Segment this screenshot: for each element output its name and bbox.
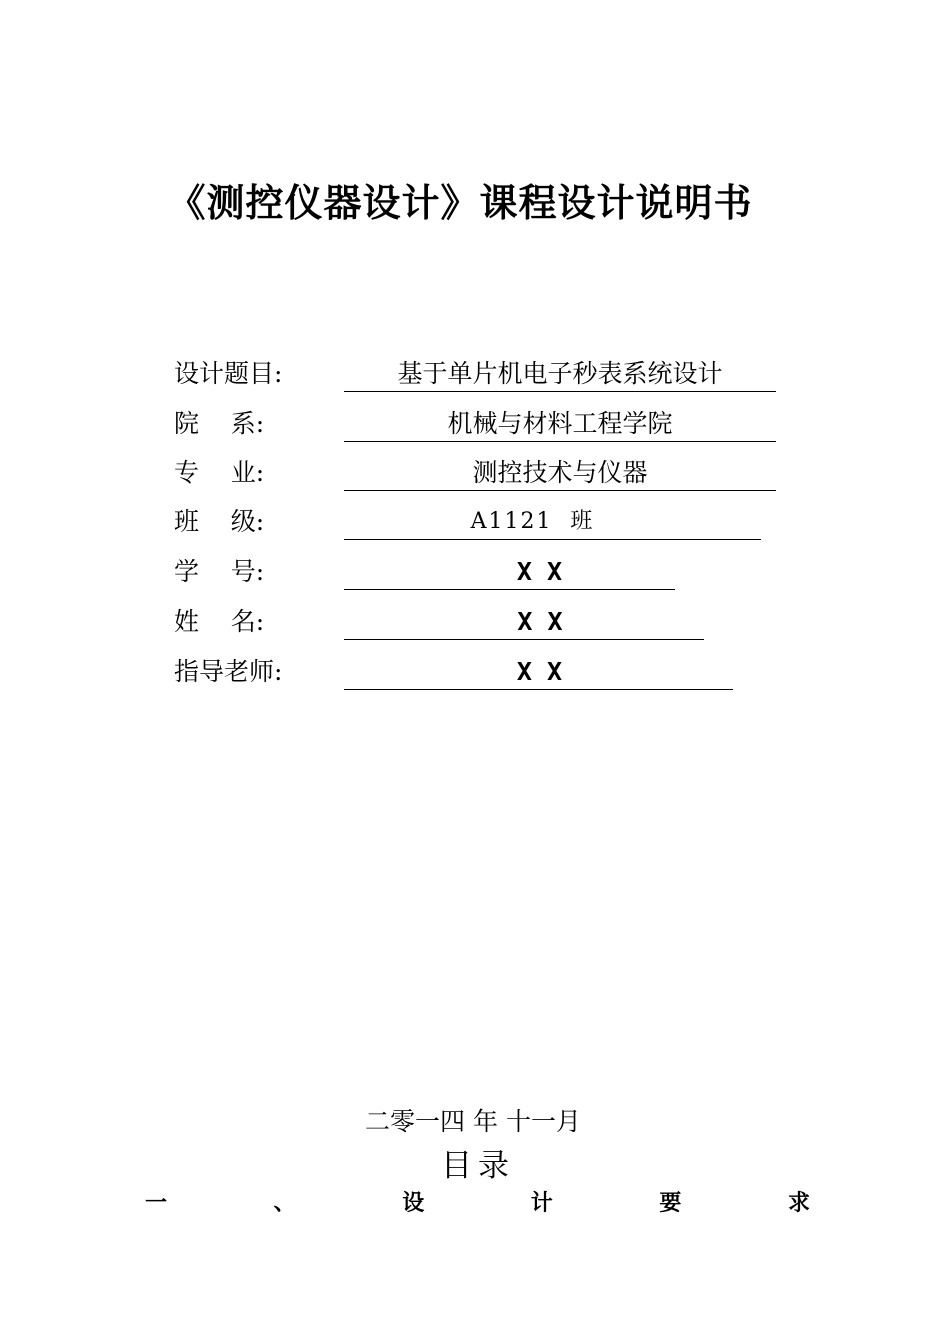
- toc-item-char: 计: [530, 1191, 553, 1216]
- toc-heading: 目录: [441, 1148, 515, 1184]
- field-label-class: 班 级:: [174, 507, 265, 536]
- field-value-name: X X: [344, 605, 704, 640]
- field-label-major: 专 业:: [174, 458, 265, 487]
- toc-item-char: 求: [787, 1191, 810, 1216]
- field-label-topic: 设计题目:: [174, 359, 283, 388]
- document-title: 《测控仪器设计》课程设计说明书: [167, 181, 753, 225]
- field-value-topic: 基于单片机电子秒表系统设计: [344, 357, 776, 392]
- field-value-student-id: X X: [344, 555, 675, 590]
- field-value-class: A1121 班: [344, 505, 761, 540]
- field-label-student-id: 学 号:: [174, 557, 265, 586]
- document-date: 二零一四 年 十一月: [365, 1107, 581, 1136]
- field-value-major: 测控技术与仪器: [344, 456, 776, 491]
- field-label-department: 院 系:: [174, 409, 265, 438]
- toc-item-char: 设: [402, 1191, 425, 1216]
- field-label-name: 姓 名:: [174, 607, 265, 636]
- toc-item-char: 一: [145, 1191, 168, 1216]
- field-value-advisor: X X: [344, 655, 733, 690]
- toc-item[interactable]: [145, 1186, 810, 1217]
- field-value-department: 机械与材料工程学院: [344, 407, 776, 442]
- toc-item-char: 要: [659, 1191, 682, 1216]
- toc-item-char: 、: [273, 1191, 296, 1216]
- field-label-advisor: 指导老师:: [174, 657, 283, 686]
